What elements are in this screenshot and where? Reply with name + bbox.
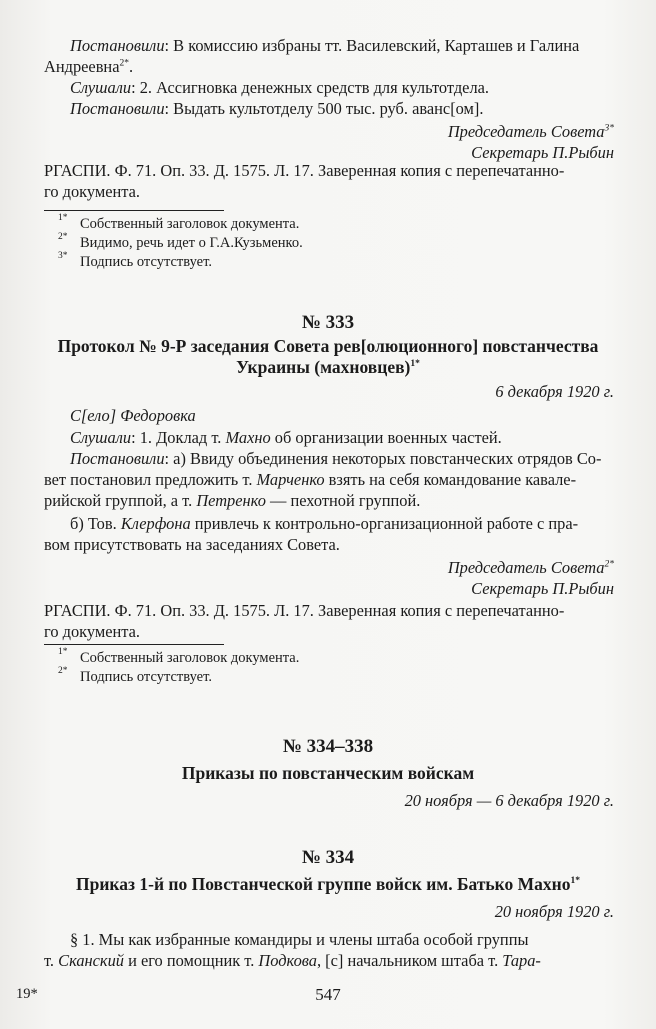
document-date: 6 декабря 1920 г.	[495, 382, 614, 401]
resolution-label: Постановили	[70, 449, 165, 468]
footnote-mark: 1*	[58, 213, 68, 223]
document-title-text: Приказ 1-й по Повстанческой группе войск им. Батько Махно	[75, 874, 571, 894]
document-title-line-2	[0, 357, 656, 378]
resolution-line-3	[70, 98, 483, 119]
signature-text: Председатель Совета	[447, 122, 605, 141]
paragraph-line-2	[44, 950, 541, 971]
resolution-text: б) Тов.	[70, 514, 121, 533]
archive-source-line-2: го документа.	[44, 622, 141, 641]
page-number: 547	[315, 985, 341, 1004]
document-title-line-1: Протокол № 9-Р заседания Совета рев[олюционного] повстанчества	[57, 336, 599, 356]
person-name: Марченко	[256, 470, 325, 489]
resolution-line-1	[70, 448, 601, 469]
person-name: Петренко	[196, 491, 266, 510]
signature-secretary: Секретарь П.Рыбин	[471, 579, 614, 598]
footnote-text: Собственный заголовок документа.	[80, 650, 300, 666]
document-title	[0, 874, 656, 895]
signature-mark: 19*	[16, 986, 38, 1002]
resolution-text: : Выдать культотделу 500 тыс. руб. аванс[ом].	[164, 99, 484, 118]
footnote-ref: 1*	[410, 359, 420, 370]
footnote-ref: 1*	[570, 876, 581, 887]
person-name: Сканский	[58, 951, 124, 970]
signature-secretary: Секретарь П.Рыбин	[471, 143, 614, 162]
heard-line	[70, 427, 502, 448]
footnote-mark: 2*	[58, 666, 68, 676]
document-number: № 333	[301, 312, 355, 333]
resolution-text-cont: Андреевна	[44, 57, 120, 76]
resolution-text: — пехотной группой.	[265, 491, 421, 510]
resolution-label: Постановили	[70, 36, 165, 55]
footnote-mark: 2*	[58, 232, 68, 242]
document-number: № 334	[301, 847, 355, 868]
heard-label: Слушали	[70, 78, 132, 97]
resolution-text: : В комиссию избраны тт. Василевский, Карташев и Галина	[164, 36, 580, 55]
resolution-text: вет постановил предложить т.	[44, 470, 257, 489]
heard-text: об организации военных частей.	[270, 428, 502, 447]
footnote-text: Собственный заголовок документа.	[80, 216, 300, 232]
person-name: Подкова	[258, 951, 317, 970]
resolution-text: привлечь к контрольно-организационной работе с пра-	[190, 514, 579, 533]
heard-line	[70, 77, 489, 98]
resolution-line-2	[44, 56, 133, 77]
signature-chairman	[448, 557, 614, 578]
heard-label: Слушали	[70, 428, 132, 447]
signature-chairman	[448, 121, 614, 142]
person-name: Махно	[225, 428, 271, 447]
archive-source-line-1: РГАСПИ. Ф. 71. Оп. 33. Д. 1575. Л. 17. Заверенная копия с перепечатанно-	[44, 161, 565, 180]
paragraph-text: и его помощник т.	[124, 951, 259, 970]
footnote-mark: 3*	[58, 251, 68, 261]
footnote-text: Видимо, речь идет о Г.А.Кузьменко.	[80, 235, 303, 251]
person-name: Тара-	[502, 951, 541, 970]
archive-source-line-2: го документа.	[44, 182, 141, 201]
resolution-text: взять на себя командование кавале-	[324, 470, 577, 489]
document-date: 20 ноября 1920 г.	[494, 902, 614, 921]
footnote-divider	[44, 644, 224, 645]
document-number-range: № 334–338	[282, 736, 374, 757]
paragraph-line-1: § 1. Мы как избранные командиры и члены штаба особой группы	[70, 930, 529, 949]
document-group-title: Приказы по повстанческим войскам	[181, 763, 475, 783]
footnote-text: Подпись отсутствует.	[80, 254, 212, 270]
resolution-b-line-2: вом присутствовать на заседаниях Совета.	[44, 535, 340, 554]
resolution-text: : а) Ввиду объединения некоторых повстанческих отрядов Со-	[164, 449, 602, 468]
resolution-b-line-1	[70, 513, 578, 534]
footnote-mark: 1*	[58, 647, 68, 657]
signature-text: Председатель Совета	[447, 558, 605, 577]
archive-source-line-1: РГАСПИ. Ф. 71. Оп. 33. Д. 1575. Л. 17. Заверенная копия с перепечатанно-	[44, 601, 565, 620]
resolution-line-2	[44, 469, 576, 490]
document-title-text: Украины (махновцев)	[236, 357, 411, 377]
document-group-date: 20 ноября — 6 декабря 1920 г.	[404, 791, 614, 810]
footnote-text: Подпись отсутствует.	[80, 669, 212, 685]
footnote-ref: 2*	[604, 559, 614, 570]
punct: .	[128, 57, 134, 76]
footnote-ref: 3*	[604, 123, 614, 134]
person-name: Клерфона	[120, 514, 191, 533]
heard-text: : 1. Доклад т.	[131, 428, 226, 447]
paragraph-text: т.	[44, 951, 59, 970]
resolution-label: Постановили	[70, 99, 165, 118]
footnote-ref: 2*	[119, 58, 129, 69]
resolution-line-3	[44, 490, 420, 511]
heard-text: : 2. Ассигновка денежных средств для культотдела.	[131, 78, 490, 97]
resolution-text: рийской группой, а т.	[44, 491, 197, 510]
resolution-line-1	[70, 35, 579, 56]
paragraph-text: , [с] начальником штаба т.	[316, 951, 503, 970]
document-place: С[ело] Федоровка	[70, 406, 196, 425]
footnote-divider	[44, 210, 224, 211]
